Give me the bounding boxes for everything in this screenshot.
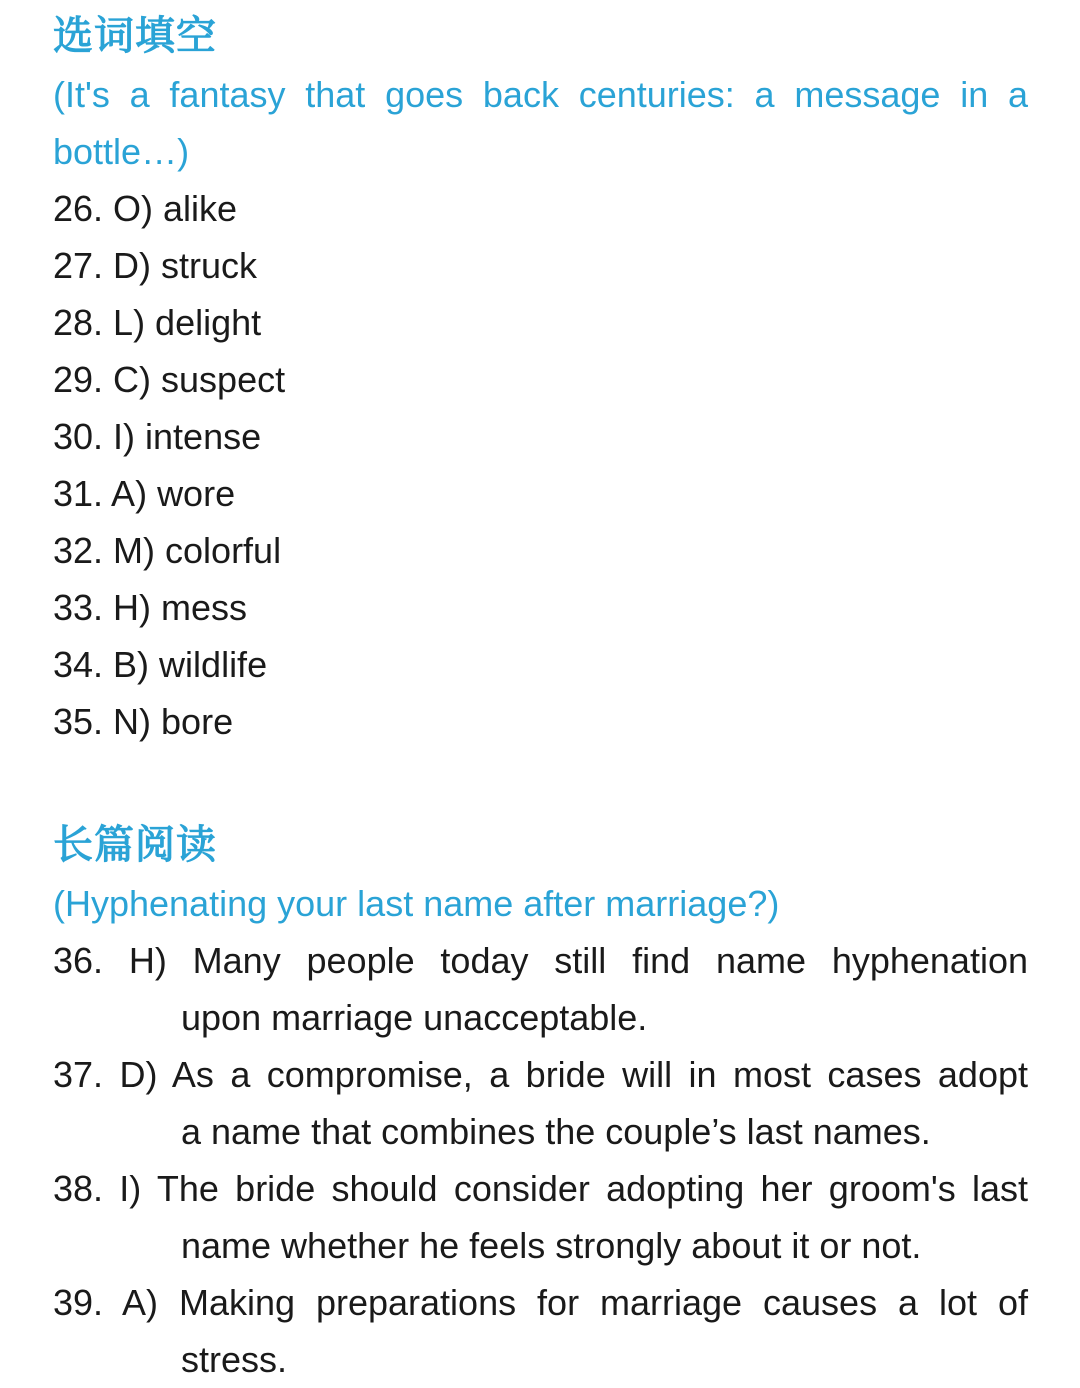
answer-item-38-line-1: 38. I) The bride should consider adopting her groom's last xyxy=(53,1168,1028,1209)
answer-item-37-line-1: 37. D) As a compromise, a bride will in most cases adopt xyxy=(53,1054,1028,1095)
answer-item-28: 28. L) delight xyxy=(53,302,262,343)
subtitle-line-1: (It's a fantasy that goes back centuries: a message in a xyxy=(53,74,1028,115)
answer-item-37-line-2: a name that combines the couple’s last names. xyxy=(181,1111,931,1152)
answer-list-long-reading xyxy=(53,932,1028,1388)
section-subtitle-passage-1 xyxy=(53,66,1028,180)
section-heading-long-reading: 长篇阅读 xyxy=(53,822,217,868)
answer-item-27: 27. D) struck xyxy=(53,245,258,286)
section-subtitle-passage-2: (Hyphenating your last name after marriage?) xyxy=(53,883,780,924)
subtitle-line-2: bottle…) xyxy=(53,131,190,172)
answer-item-34: 34. B) wildlife xyxy=(53,644,268,685)
answer-item-38 xyxy=(53,1160,1028,1274)
answer-item-37 xyxy=(53,1046,1028,1160)
answer-item-39-line-2: stress. xyxy=(181,1339,288,1380)
answer-item-36 xyxy=(53,932,1028,1046)
answer-item-38-line-2: name whether he feels strongly about it or not. xyxy=(181,1225,922,1266)
answer-item-36-line-1: 36. H) Many people today still find name hyphenation xyxy=(53,940,1028,981)
answer-item-36-line-2: upon marriage unacceptable. xyxy=(181,997,648,1038)
answer-item-26: 26. O) alike xyxy=(53,188,238,229)
answer-item-32: 32. M) colorful xyxy=(53,530,282,571)
answer-item-33: 33. H) mess xyxy=(53,587,248,628)
answer-item-29: 29. C) suspect xyxy=(53,359,286,400)
section-heading-banked-cloze: 选词填空 xyxy=(53,13,217,59)
answer-item-31: 31. A) wore xyxy=(53,473,236,514)
answer-item-39-line-1: 39. A) Making preparations for marriage causes a lot of xyxy=(53,1282,1028,1323)
answer-key-page xyxy=(53,0,1028,1388)
answer-item-39 xyxy=(53,1274,1028,1388)
answer-list-banked-cloze xyxy=(53,180,1028,750)
answer-item-35: 35. N) bore xyxy=(53,701,234,742)
answer-item-30: 30. I) intense xyxy=(53,416,262,457)
